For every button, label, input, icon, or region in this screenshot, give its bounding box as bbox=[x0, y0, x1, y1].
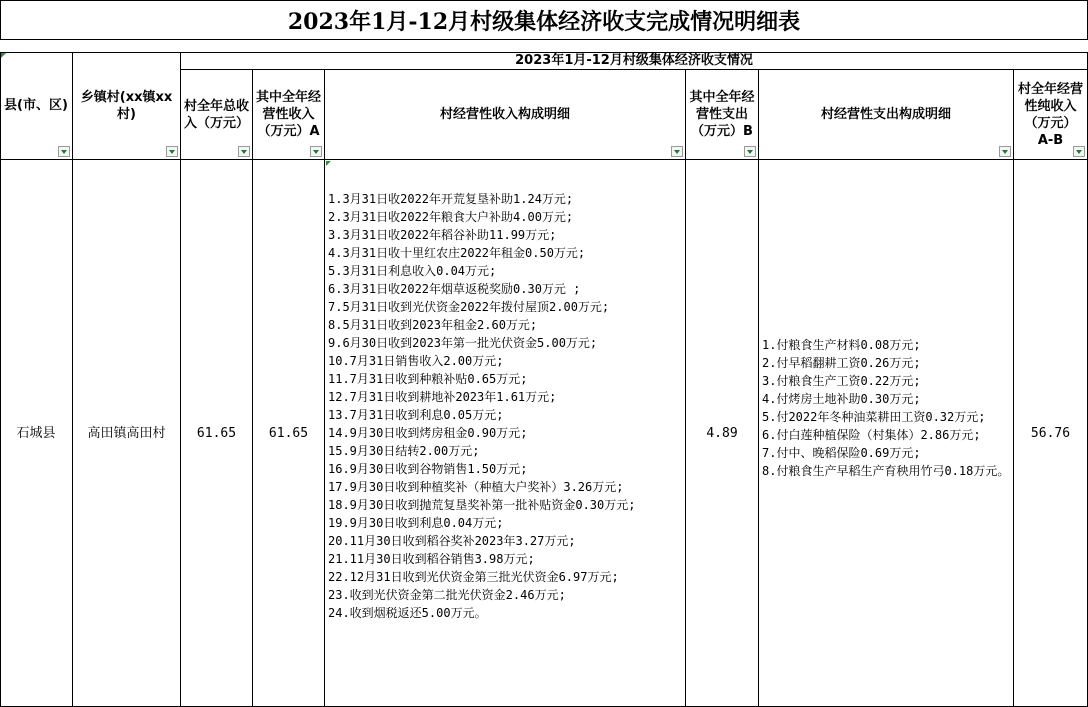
header-operating-expense bbox=[686, 70, 759, 160]
header-income-detail-label: 村经营性收入构成明细 bbox=[439, 107, 570, 122]
header-operating-income-label: 其中全年经营性收入（万元）A bbox=[256, 90, 322, 139]
header-county bbox=[0, 52, 73, 160]
cell-marker-icon bbox=[1, 53, 6, 58]
filter-dropdown-icon[interactable] bbox=[58, 146, 70, 157]
header-net-income-label: 村全年经营性纯收入（万元）A-B bbox=[1017, 81, 1083, 148]
page-title: 2023年1月-12月村级集体经济收支完成情况明细表 bbox=[0, 0, 1088, 40]
cell-county[interactable] bbox=[0, 160, 73, 707]
cell-operating-expense-value: 4.89 bbox=[706, 425, 738, 441]
cell-expense-detail[interactable] bbox=[759, 160, 1014, 707]
filter-dropdown-icon[interactable] bbox=[166, 146, 178, 157]
header-village-label: 乡镇村(xx镇xx村) bbox=[80, 89, 173, 122]
cell-net-income-value: 56.76 bbox=[1030, 425, 1071, 441]
cell-operating-income-value: 61.65 bbox=[268, 425, 309, 441]
header-total-income-label: 村全年总收入（万元） bbox=[184, 98, 250, 131]
filter-dropdown-icon[interactable] bbox=[671, 146, 683, 157]
filter-dropdown-icon[interactable] bbox=[999, 146, 1011, 157]
expense-detail-list: 1.付粮食生产材料0.08万元; 2.付早稻翻耕工资0.26万元; 3.付粮食生产工资0.22万元; 4.付烤房土地补助0.30万元; 5.付2022年冬种油菜耕田工资0.32万元; 6.付白莲种植保险（村集体）2.86万元; 7.付中、晚稻保险0.69万元; 8.付粮食生产早稻生产育秧用竹弓0.18万元。 bbox=[762, 338, 1010, 478]
header-county-label: 县(市、区) bbox=[4, 98, 68, 113]
cell-marker-icon bbox=[326, 161, 331, 166]
cell-income-detail[interactable] bbox=[325, 160, 686, 707]
header-income-detail bbox=[325, 70, 686, 160]
cell-operating-income[interactable] bbox=[253, 160, 325, 707]
cell-total-income[interactable] bbox=[181, 160, 253, 707]
cell-village-text: 高田镇高田村 bbox=[87, 425, 166, 441]
header-group bbox=[181, 52, 1088, 70]
header-operating-expense-label: 其中全年经营性支出（万元）B bbox=[689, 90, 755, 139]
cell-village[interactable] bbox=[73, 160, 181, 707]
filter-dropdown-icon[interactable] bbox=[238, 146, 250, 157]
header-operating-income bbox=[253, 70, 325, 160]
cell-total-income-value: 61.65 bbox=[196, 425, 237, 441]
header-group-label: 2023年1月-12月村级集体经济收支情况 bbox=[515, 53, 753, 68]
header-expense-detail-label: 村经营性支出构成明细 bbox=[820, 107, 951, 122]
cell-county-text: 石城县 bbox=[16, 425, 56, 441]
filter-dropdown-icon[interactable] bbox=[744, 146, 756, 157]
cell-operating-expense[interactable] bbox=[686, 160, 759, 707]
income-detail-list: 1.3月31日收2022年开荒复垦补助1.24万元; 2.3月31日收2022年粮食大户补助4.00万元; 3.3月31日收2022年稻谷补助11.99万元; 4.3月31日收十里红农庄2022年租金0.50万元; 5.3月31日利息收入0.04万元; 6.3月31日收2022年烟草返税奖励0.30万元 ; 7.5月31日收到光伏资金2022年拨付屋顶2.00万元; 8.5月31日收到2023年租金2.60万元; 9.6月30日收到2023年第一批光伏资金5.00万元; 10.7月31日销售收入2.00万元; 11.7月31日收到种粮补贴0.65万元; 12.7月31日收到耕地补2023年1.61万元; 13.7月31日收到利息0.05万元; 14.9月30日收到烤房租金0.90万元; 15.9月30日结转2.00万元; 16.9月30日收到谷物销售1.50万元; 17.9月30日收到种植奖补（种植大户奖补）3.26万元; 18.9月30日收到抛荒复垦奖补第一批补贴资金0.30万元; 19.9月30日收到利息0.04万元; 20.11月30日收到稻谷奖补2023年3.27万元; 21.11月30日收到稻谷销售3.98万元; 22.12月31日收到光伏资金第三批光伏资金6.97万元; 23.收到光伏资金第二批光伏资金2.46万元; 24.收到烟税返还5.00万元。 bbox=[328, 192, 636, 620]
filter-dropdown-icon[interactable] bbox=[310, 146, 322, 157]
header-village bbox=[73, 52, 181, 160]
header-expense-detail bbox=[759, 70, 1014, 160]
cell-net-income[interactable] bbox=[1014, 160, 1088, 707]
header-total-income bbox=[181, 70, 253, 160]
header-net-income bbox=[1014, 70, 1088, 160]
filter-dropdown-icon[interactable] bbox=[1073, 146, 1085, 157]
